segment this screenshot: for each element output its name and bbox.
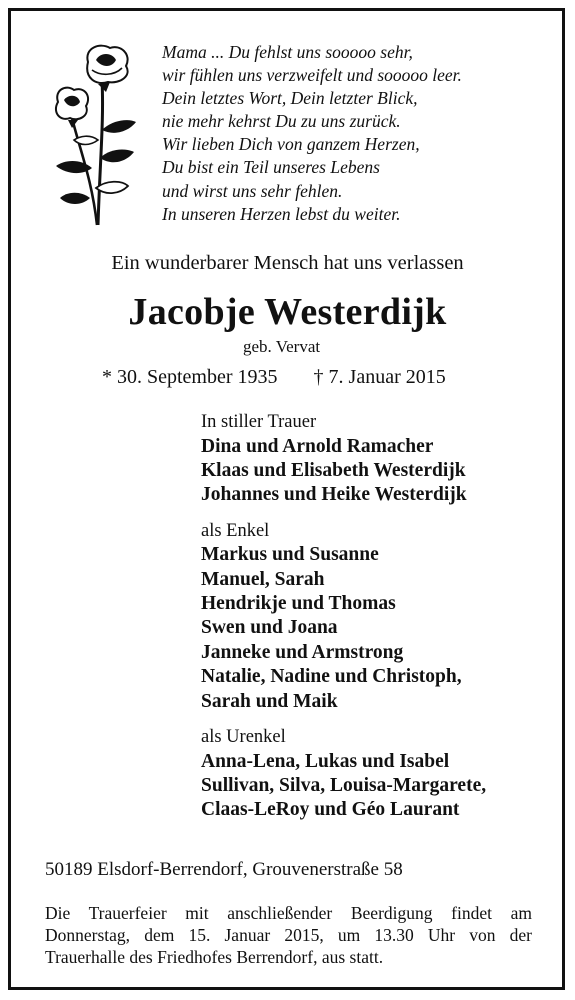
intro-line: Ein wunderbarer Mensch hat uns verlassen: [111, 252, 464, 274]
mourner-group: [201, 410, 551, 508]
poem-line: wir fühlen uns verzweifelt und sooooo leer.: [162, 65, 462, 86]
group-label: als Urenkel: [201, 727, 286, 748]
funeral-notice: [45, 902, 532, 968]
mourner-group: [201, 519, 551, 714]
maiden-name: geb. Vervat: [243, 337, 321, 356]
notice-line: Trauerhalle des Friedhofes Berrendorf, aus statt.: [45, 947, 384, 967]
mourner-name: Natalie, Nadine und Christoph,: [201, 666, 462, 688]
life-dates: [102, 366, 446, 389]
mourner-name: Anna-Lena, Lukas und Isabel: [201, 750, 450, 772]
poem-line: In unseren Herzen lebst du weiter.: [162, 203, 401, 224]
deceased-name: Jacobje Westerdijk: [128, 291, 447, 333]
mourner-name: Markus und Susanne: [201, 544, 379, 566]
mourners-list: [201, 410, 551, 834]
rose-icon: [40, 40, 150, 230]
group-label: In stiller Trauer: [201, 412, 317, 432]
mourner-group: [201, 725, 551, 823]
group-label: als Enkel: [201, 520, 270, 541]
notice-line: Donnerstag, dem 15. Januar 2015, um 13.30 Uhr von der: [45, 925, 532, 945]
mourner-name: Dina und Arnold Ramacher: [201, 435, 434, 457]
mourner-name: Claas-LeRoy und Géo Laurant: [201, 799, 460, 821]
mourner-name: Klaas und Elisabeth Westerdijk: [201, 459, 466, 481]
poem-line: Mama ... Du fehlst uns sooooo sehr,: [162, 42, 413, 62]
mourner-name: Manuel, Sarah: [201, 568, 325, 590]
mourner-name: Johannes und Heike Westerdijk: [201, 484, 467, 506]
poem-line: nie mehr kehrst Du zu uns zurück.: [162, 111, 401, 132]
poem-line: Dein letztes Wort, Dein letzter Blick,: [162, 88, 418, 109]
notice-line: Die Trauerfeier mit anschließender Beerdigung findet am: [45, 903, 532, 923]
poem-line: Du bist ein Teil unseres Lebens: [162, 157, 380, 178]
mourner-name: Janneke und Armstrong: [201, 641, 404, 663]
mourner-name: Sarah und Maik: [201, 690, 338, 712]
birth-date: * 30. September 1935: [102, 366, 278, 388]
poem-line: und wirst uns sehr fehlen.: [162, 180, 343, 201]
poem-line: Wir lieben Dich von ganzem Herzen,: [162, 134, 420, 155]
death-date: † 7. Januar 2015: [313, 366, 446, 388]
mourner-name: Hendrikje und Thomas: [201, 593, 396, 615]
mourner-name: Sullivan, Silva, Louisa-Margarete,: [201, 774, 487, 796]
mourner-name: Swen und Joana: [201, 617, 338, 639]
address: 50189 Elsdorf-Berrendorf, Grouvenerstraße 58: [45, 859, 403, 880]
poem: [162, 41, 532, 226]
